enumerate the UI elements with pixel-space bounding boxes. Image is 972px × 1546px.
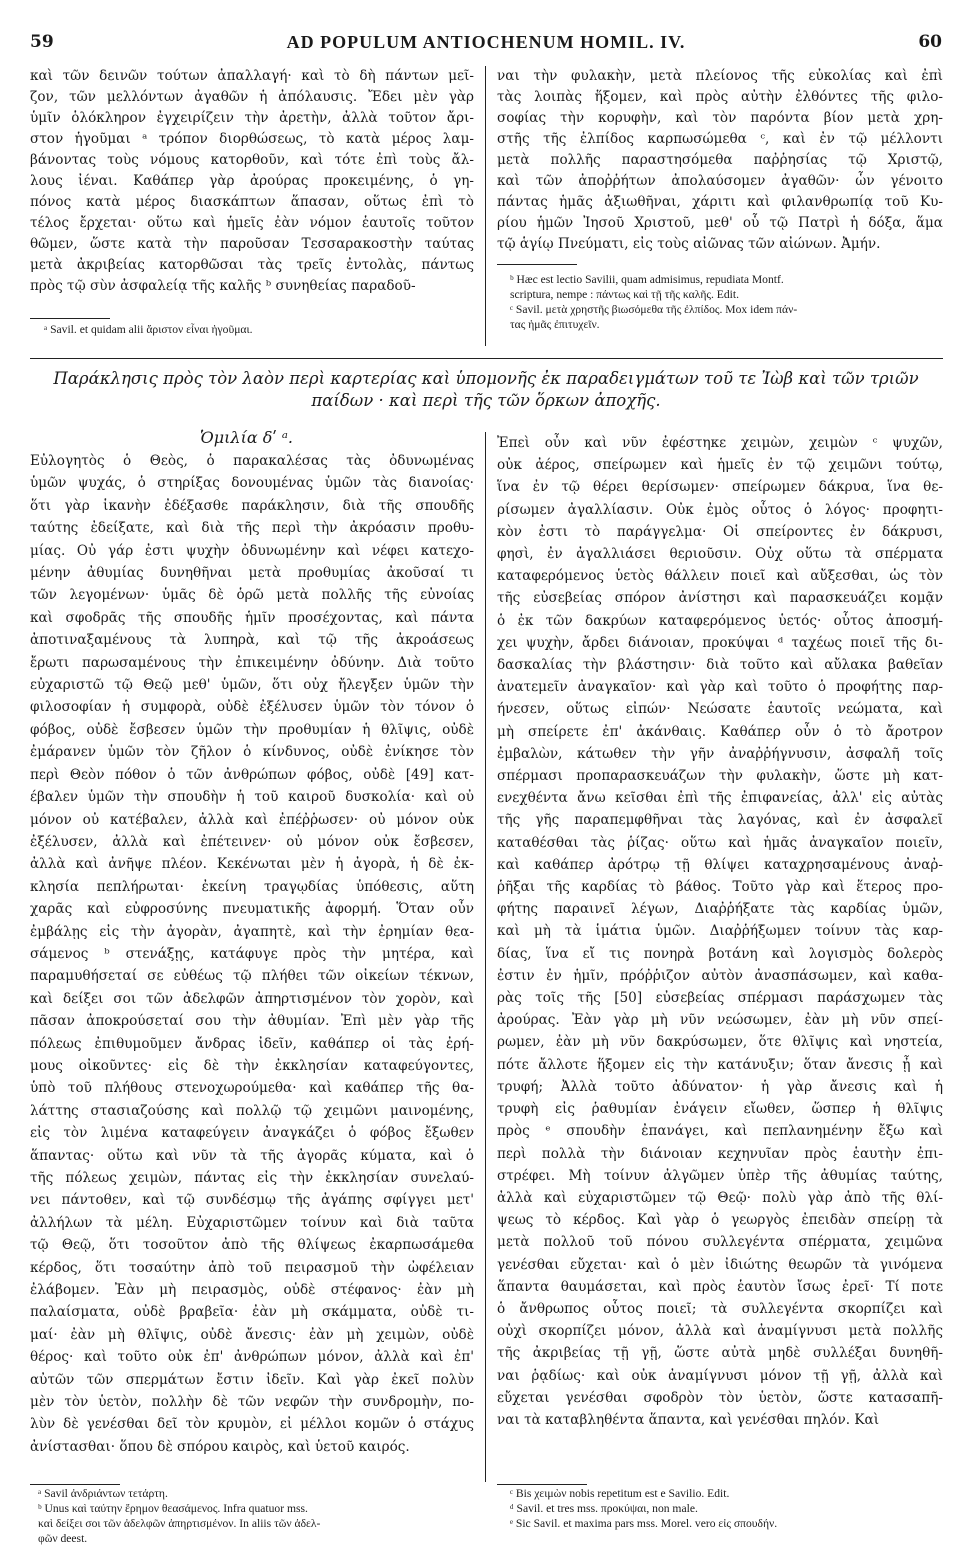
text-line: ῥῆξαι τῆς καρδίας τὸ βάθος. Τοῦτο γὰρ καὶ ἕτερος προ- — [497, 879, 943, 896]
footnote-line: ᵇ Unus καὶ ταύτην ἔρημον θεασάμενος. Infra quatuor mss. — [38, 1502, 308, 1515]
bottom-left-footnotes — [38, 1486, 478, 1546]
text-line: σοφίας τὴν κορυφὴν, καὶ τὸν παρόντα βίον μετὰ χρη- — [497, 110, 943, 126]
text-line: καὶ δείξει σοι τῶν ἀδελφῶν ἀπηρτισμένον τὸν χορὸν, καὶ — [30, 990, 474, 1007]
text-line: φησὶ, ἐν ἀγαλλιάσει θεριοῦσιν. Οὐχ οὕτω τὰ σπέρματα — [497, 546, 943, 563]
text-line: καὶ σφοδρᾶς τῆς σπουδῆς ἡμῖν προσέχοντας, καὶ πάντα — [30, 609, 474, 626]
text-line: μετὰ πολλοῦ τοῦ πόνου συλλεγέντα σπέρματα, χειμῶνα — [497, 1234, 943, 1251]
text-line: καταφερόμενος ὑετὸς θάλλειν ποιεῖ καὶ αὔξεσθαι, ὡς τὸν — [497, 568, 943, 585]
text-line: ὑμῖν ὁλόκληρον ἐγχειρίζειν τὴν ἀρετὴν, ἀλλὰ τοῦτον ἄρι- — [30, 110, 474, 126]
text-line: περὶ Θεὸν πόθον ὁ τῶν ἀνθρώπων φόβος, οὐδὲ [49] κατ- — [30, 766, 474, 783]
text-line: ἐλάβομεν. Ἐὰν μὴ πειρασμὸς, οὐδὲ στέφανος· ἐὰν μὴ — [30, 1282, 474, 1299]
text-line: εὐχαριστῶ τῷ Θεῷ μεθ' ὑμῶν, ὅτι οὐχ ἤλεγξεν ὑμῶν τὴν — [30, 677, 474, 694]
top-right-footnotes — [510, 272, 948, 332]
text-line: ἐμάρανεν ὑμῶν τὸν ζῆλον ὁ κίνδυνος, οὐδὲ ἐνίκησε τὸν — [30, 744, 474, 761]
text-line: καταθέσθαι τὰς ῥίζας· οὕτω καὶ ἡμᾶς ἀναγκαῖον ποιεῖν, — [497, 834, 943, 851]
text-line: οὐκ ἀέρος, σπείρωμεν καὶ ἡμεῖς ἐν τῷ χειμῶνι τούτῳ, — [497, 457, 943, 474]
text-line: πρὸς ᵉ σπουδὴν ἐπανάγει, καὶ πεπλανημένην ἔξω καὶ — [497, 1123, 943, 1140]
text-line: τῆς πόλεως χειμὼν, πάντας εἰς τὴν ἐκκλησίαν συνελαύ- — [30, 1170, 474, 1186]
text-line: εἰς τὸν λιμένα καταφεύγειν ἀναγκάζει ὁ φόβος ἔξωθεν — [30, 1125, 474, 1142]
bottom-left-column — [30, 450, 474, 1480]
footnote-line: scriptura, nempe : πάντως καὶ τῇ τῆς καλῆς. Edit. — [510, 288, 739, 301]
text-line: δίας, ἵνα εἴ τις πονηρὰ βοτάνη καὶ λογισμὸς δολερὸς — [497, 945, 943, 962]
text-line: βάνοντας τοὺς νόμους κατορθοῦν, καὶ τότε ἐπὶ τοὺς ἄλ- — [30, 152, 474, 168]
text-line: μους οἰκοῦντες· εἰς δὲ τὴν ἐκκλησίαν καταφεύγοντες, — [30, 1057, 474, 1074]
text-line: ὑπὸ τοῦ πλήθους στενοχωρούμεθα· καὶ καθάπερ τῆς θα- — [30, 1080, 474, 1097]
text-line: κέρδος, ὅτι τοσαύτην ἀπὸ τοῦ πειρασμοῦ τὴν ὠφέλειαν — [30, 1259, 474, 1276]
text-line: μαί· ἐὰν μὴ θλῖψις, οὐδὲ ἄνεσις· ἐὰν μὴ χειμὼν, οὐδὲ — [30, 1326, 474, 1343]
text-line: ἀποτιναξαμένους τὰ λυπηρὰ, καὶ τῷ τῆς ἀκροάσεως — [30, 632, 474, 649]
text-line: λάττης στασιαζούσης καὶ πολλῷ τῷ χειμῶνι μαινομένης, — [30, 1102, 474, 1119]
page-header — [30, 32, 942, 60]
text-line: στρέφει. Μὴ τοίνυν ἀλγῶμεν ὑπὲρ τῆς ἀθυμίας ταύτης, — [497, 1167, 943, 1184]
text-line: μὴ σπείρετε ἐπ' ἀκάνθαις. Καθάπερ οὖν ὁ τὸ ἄροτρον — [497, 723, 943, 740]
text-line: δασκαλίας τὴν βλάστησιν· διὰ τοῦτο καὶ αὔλακα βαθεῖαν — [497, 657, 943, 674]
text-line: καὶ μὴ τὰ ἱμάτια ὑμῶν. Διαῤῥήξωμεν τοίνυν τὰς καρ- — [497, 923, 943, 940]
text-line: ναι τὴν φυλακὴν, μετὰ πλείονος τῆς εὐκολίας καὶ ἐπὶ — [497, 68, 943, 84]
text-line: χαρᾶς καὶ εὐφροσύνης πνευματικῆς ἀφορμή. Ὅταν οὖν — [30, 901, 474, 918]
text-line: κλησία πεπλήρωται· ἐκείνη τραγῳδίας ὑπόθεσις, αὕτη — [30, 878, 474, 895]
bottom-left-footnote-rule — [30, 1484, 120, 1485]
text-line: λὺν δὲ γενέσθαι δεῖ τὸν κρυμὸν, εἰ μέλλοι κομῶν ὁ στάχυς — [30, 1416, 474, 1433]
text-line: τῷ ἁγίῳ Πνεύματι, εἰς τοὺς αἰῶνας τῶν αἰώνων. Ἀμήν. — [497, 236, 881, 252]
text-line: πρὸς τῷ σὺν ἀσφαλείᾳ τῆς καλῆς ᵇ συνηθείας παραδοῦ- — [30, 278, 416, 294]
text-line: πᾶσαν ἀποκρούσεταί σου τὴν ἀθυμίαν. Ἐπὶ μὲν γὰρ τῆς — [30, 1013, 474, 1030]
text-line: ἐξέλυσεν, ἀλλὰ καὶ ἐπέτεινεν· οὐ μόνον οὐκ ἔσβεσεν, — [30, 833, 474, 850]
text-line: ἀρούρας. Ἐὰν γὰρ μὴ νῦν νεώσωμεν, ἐὰν μὴ νῦν σπεί- — [497, 1012, 943, 1029]
footnote-line: τας ἡμᾶς ἐπιτυχεῖν. — [510, 318, 600, 331]
text-line: ναι ῥᾳδίως· καὶ οὐκ ἀναμίγνυσι μόνον τῇ γῇ, ἀλλὰ καὶ — [497, 1367, 943, 1384]
text-line: λους ἰέναι. Καθάπερ γὰρ ἀρούρας προκειμένης, ὁ γη- — [30, 173, 474, 189]
text-line: παραμυθήσεταί σε εὐθέως τῷ πλήθει τῶν οἰκείων τέκνων, — [30, 968, 474, 985]
footnote-line: ᶜ Savil. μετὰ χρηστῆς βιωσόμεθα τῆς ἐλπίδος. Mox idem πάν- — [510, 303, 798, 316]
text-line: ἐστιν ἐν ἡμῖν, πρόῤῥιζον αὐτὸν ἀνασπάσωμεν, καὶ καθα- — [497, 967, 943, 984]
text-line: Εὐλογητὸς ὁ Θεὸς, ὁ παρακαλέσας τὰς ὀδυνωμένας — [30, 453, 474, 469]
running-title: AD POPULUM ANTIOCHENUM HOMIL. IV. — [286, 32, 686, 52]
top-left-footnote: ᵃ Savil. et quidam alii ἄριστον εἶναι ἡγοῦμαι. — [44, 323, 253, 336]
text-line: τρυφὴ εἰς ῥαθυμίαν ἐνάγειν εἴωθεν, ὥσπερ ἡ θλῖψις — [497, 1101, 943, 1118]
text-line: τέλος ἔρχεται· οὕτω καὶ ἡμεῖς ἐὰν νόμον ἑαυτοῖς τοῦτον — [30, 215, 474, 231]
text-line: τῷ Θεῷ, ὅτι τοσοῦτον ἀπὸ τῆς θλίψεως ἐκαρπωσάμεθα — [30, 1237, 474, 1254]
text-line: μετὰ ἀκριβείας κατορθῶσαι τὰς τρεῖς ἐντολὰς, πάντως — [30, 257, 474, 273]
text-line: μίας. Οὐ γάρ ἐστι ψυχὴν ὀδυνωμένην καὶ νέφει κατεχο- — [30, 542, 474, 559]
text-line: ἔρωτι παρωσαμένους τὴν ἐπικειμένην ὀδύνην. Διὰ τοῦτο — [30, 654, 474, 671]
text-line: ζον, τῶν μελλόντων ἀγαθῶν ἡ ἀπόλαυσις. Ἔδει μὲν γὰρ — [30, 89, 474, 105]
title-line-2: παίδων · καὶ περὶ τῆς τῶν ὅρκων ἀποχῆς. — [311, 391, 661, 410]
top-column-divider — [485, 66, 486, 346]
bottom-column-divider — [485, 432, 486, 1482]
text-line: παλαίσματα, οὐδὲ βραβεῖα· ἐὰν μὴ σκάμματα, οὐδὲ τι- — [30, 1304, 474, 1321]
text-line: μὲν τὸν ὑετὸν, πολλὴν δὲ τῶν νεφῶν τὴν συνδρομὴν, πο- — [30, 1394, 474, 1411]
top-left-footnote-rule — [30, 318, 110, 319]
text-line: μετὰ πολλῆς παραστησόμεθα παῤῥησίας τῷ Χριστῷ, — [497, 152, 943, 168]
text-line: ὁ ἄνθρωπος οὗτος ποιεῖ; τὰ συλλεγέντα σκορπίζει καὶ — [497, 1300, 943, 1317]
bottom-right-footnote-rule — [497, 1484, 587, 1485]
text-line: έβαλεν ὑμῶν τὴν σπουδὴν ἡ τοῦ καιροῦ δυσκολία· καὶ οὐ — [30, 789, 474, 806]
top-right-footnote-rule — [497, 264, 577, 265]
text-line: θέρος· καὶ τοῦτο οὐκ ἐπ' ἀνθρώπων μόνον, ἀλλὰ καὶ ἐπ' — [30, 1349, 474, 1366]
text-line: τῶν λεγομένων· ὑμᾶς δὲ ὁρῶ μετὰ πολλῆς τῆς εὐνοίας — [30, 587, 474, 604]
text-line: πόλεως ἐπιθυμοῦμεν ἄνδρας ἰδεῖν, καθάπερ οἱ τὰς ἐρή- — [30, 1035, 474, 1052]
text-line: περὶ πολλὰ τὴν διάνοιαν κεχηνυῖαν πρὸς ἑαυτὴν ἐπι- — [497, 1145, 943, 1162]
text-line: φόβος, οὐδὲ ἔσβεσεν ὑμῶν τὴν προθυμίαν ἡ θλῖψις, οὐδὲ — [30, 721, 474, 738]
text-line: εὔχεται γενέσθαι σφοδρὸν τὸν ὑετὸν, ὥστε κατασαπῆ- — [497, 1389, 943, 1406]
text-line: κὸν ἐστι τὸ παράγγελμα· Οἱ σπείροντες ἐν δάκρυσι, — [497, 523, 943, 540]
footnote-line: φῶν deest. — [38, 1532, 88, 1545]
footnote-line: ᵉ Sic Savil. et maxima pars mss. Morel. vero εἰς σπουδήν. — [510, 1517, 778, 1530]
text-line: ναι τὰ καταβληθέντα ἅπαντα, καὶ γενέσθαι πηλόν. Καὶ — [497, 1411, 880, 1428]
page-number-right: 60 — [918, 32, 942, 52]
text-line: ἀλλὰ καὶ εὐχαριστῶμεν τῷ Θεῷ· πολὺ γὰρ ἀπὸ τῆς θλί- — [497, 1189, 943, 1206]
text-line: ενεχθέντα ἄνω κεῖσθαι ἐπὶ τῆς ἐπιφανείας, ἀλλ' εἰς αὐτὰς — [497, 790, 943, 807]
text-line: πάντας ἡμᾶς ἀξιωθῆναι, χάριτι καὶ φιλανθρωπίᾳ τοῦ Κυ- — [497, 194, 943, 210]
footnote-line: ᶜ Bis χειμὼν nobis repetitum est e Savilio. Edit. — [510, 1487, 730, 1500]
title-line-1: Παράκλησις πρὸς τὸν λαὸν περὶ καρτερίας καὶ ὑπομονῆς ἐκ παραδειγμάτων τοῦ τε Ἰὼβ καὶ τῶν τριῶν — [53, 369, 919, 388]
text-line: ὁ ἐκ τῶν δακρύων καταφερόμενος ὑετός· οὗτος ἀποσμή- — [497, 612, 943, 629]
text-line: ἅπαντα θαυμάσεται, καὶ πρὸς ἑαυτὸν ἴσως ἐρεῖ· Τί ποτε — [497, 1278, 943, 1295]
text-line: στον ἡγοῦμαι ᵃ τρόπον διορθώσεως, τὸ κατὰ μέρος λαμ- — [30, 131, 474, 147]
text-line: ἵνα ἐν τῷ θέρει θερίσωμεν· σπείρωμεν δάκρυα, ἵνα θε- — [497, 479, 943, 496]
text-line: ρωμεν, ἐὰν μὴ νῦν δακρύσωμεν, ὅτε θλῖψις καὶ νηστεία, — [497, 1034, 943, 1051]
text-line: καὶ τῶν ἀποῤῥήτων ἀπολαύσομεν ἀγαθῶν· ὧν γένοιτο — [497, 173, 943, 189]
bottom-right-footnotes — [510, 1486, 950, 1531]
text-line: ἐμβαλὼν, κάτωθεν τὴν γῆν ἀναῤῥήγνυσιν, ἀσφαλῆ τοῖς — [497, 745, 943, 762]
text-line: μόνον οὐ κατέβαλεν, ἀλλὰ καὶ ἐπέῤῥωσεν· οὐ μόνον οὐκ — [30, 811, 474, 828]
text-line: θῶμεν, ὥστε κατὰ τὴν παροῦσαν Τεσσαρακοστὴν ταύτας — [30, 236, 474, 252]
text-line: αὐτῶν τῶν σπερμάτων ἔστιν ἰδεῖν. Καὶ γὰρ ἐκεῖ πολὺν — [30, 1371, 474, 1388]
text-line: καὶ τῶν δεινῶν τούτων ἀπαλλαγή· καὶ τὸ δὴ πάντων μεῖ- — [30, 68, 474, 84]
footnote-line: ᵃ Savil ἀνδριάντων τετάρτη. — [38, 1487, 168, 1500]
text-line: ἅπαντας· οὕτω καὶ νῦν τὰ τῆς ἀγορᾶς κύματα, καὶ ὁ — [30, 1147, 474, 1164]
text-line: ἀνατεμεῖν ἀναγκαῖον· καὶ γὰρ καὶ τοῦτο ὁ προφήτης παρ- — [497, 679, 943, 696]
text-line: ἀνίστασθαι· ὅπου δὲ σπόρου καιρὸς, καὶ ὑετοῦ καιρός. — [30, 1438, 410, 1455]
text-line: τρυφή; Ἀλλὰ τοῦτο ἀδύνατον· ἡ γὰρ ἄνεσις καὶ ἡ — [497, 1078, 943, 1095]
text-line: φιλοσοφίαν ἡ συμφορὰ, οὐδὲ ἐξέλυσεν ὑμῶν τὸν τόνον ὁ — [30, 699, 474, 716]
text-line: φήτης παραινεῖ λέγων, Διαῤῥήξατε τὰς καρδίας ὑμῶν, — [497, 901, 943, 918]
text-line: οὐχὶ σκορπίζει μόνον, ἀλλὰ καὶ ἀναμίγνυσι μετὰ πολλῆς — [497, 1323, 943, 1340]
text-line: ψεως τὸ κέρδος. Καὶ γὰρ ὁ γεωργὸς ἐπειδὰν σπείρῃ τὰ — [497, 1212, 943, 1229]
text-line: πότε ἄλλοτε ἥξομεν εἰς τὴν κατάνυξιν; ὅταν ἄνεσις ᾖ καὶ — [497, 1056, 943, 1073]
text-line: τῆς γῆς παραπεμφθῆναι τὰς λαγόνας, καὶ ἐν ἀσφαλεῖ — [497, 812, 943, 829]
page-number-left: 59 — [30, 32, 54, 52]
text-line: χει ψυχὴν, ἄρδει διάνοιαν, προκύψαι ᵈ ταχέως ποιεῖ τῆς δι- — [497, 634, 943, 651]
text-line: ταύτης ἐδείξατε, καὶ διὰ τῆς περὶ τὴν ἀκρόασιν προθυ- — [30, 520, 474, 537]
text-line: ρίου ἡμῶν Ἰησοῦ Χριστοῦ, μεθ' οὗ τῷ Πατρὶ ἡ δόξα, ἅμα — [497, 215, 943, 231]
homily-title — [30, 368, 942, 412]
footnote-line: ᵇ Hæc est lectio Savilii, quam admisimus, repudiata Montf. — [510, 273, 784, 286]
text-line: μένην ἀθυμίας δυνηθῆναι μετὰ προθυμίας ἀκοῦσαί τι — [30, 565, 474, 582]
text-line: καὶ καθάπερ ἀρότρῳ τῇ θλίψει καταχρησαμένους ἀναῤ- — [497, 856, 943, 873]
text-line: τῆς ἀκριβείας τῇ γῇ, ὥστε αὐτὰ μηδὲ συλλέξαι δυνηθῆ- — [497, 1345, 943, 1362]
footnote-line: ᵈ Savil. et tres mss. προκύψαι, non male. — [510, 1502, 698, 1515]
text-line: ὑμῶν ψυχάς, ὁ στηρίξας δονουμένας ὑμῶν τὰς διανοίας· — [30, 475, 474, 492]
text-line: ήνεσεν, οὕτως εἰπών· Νεώσατε ἑαυτοῖς νεώματα, καὶ — [497, 701, 943, 718]
text-line: ρὰς τοῖς τῆς [50] εὐσεβείας σπέρμασι παράσχωμεν τὰς — [497, 990, 943, 1007]
text-line: ἐμβάλῃς εἰς τὴν ἀγορὰν, ἀγαπητὲ, καὶ τὴν ἐρημίαν θεα- — [30, 923, 474, 940]
section-divider — [30, 358, 943, 359]
text-line: ἀλλήλων τὰ μέλη. Εὐχαριστῶμεν τοίνυν καὶ διὰ ταῦτα — [30, 1214, 474, 1231]
text-line: νει πάντοθεν, καὶ τῷ συνδέσμῳ τῆς ἀγάπης σφίγγει μετ' — [30, 1192, 474, 1209]
text-line: στῆς τῆς ἐλπίδος καρπωσώμεθα ᶜ, καὶ ἐν τῷ μέλλοντι — [497, 131, 943, 147]
text-line: πόνος κατὰ μέρος διασκάπτων ἅπασαν, οὕτως ἐπὶ τὸ — [30, 194, 474, 210]
text-line: ρίσωμεν ἀγαλλίασιν. Οὐκ ἐμὸς οὗτος ὁ λόγος· προφητι- — [497, 501, 943, 518]
text-line: τῆς εὐσεβείας σπόρον ἀνίστησι καὶ παρασκευάζει κομᾷν — [497, 590, 943, 607]
text-line: ἀλλὰ καὶ ἀνῆψε πλέον. Κεκένωται μὲν ἡ ἀγορὰ, ἡ δὲ ἐκ- — [30, 856, 474, 873]
bottom-right-column — [497, 432, 943, 1482]
footnote-line: καὶ δείξει σοι τῶν ἀδελφῶν ἀπηρτισμένον. In aliis τῶν ἀδελ- — [38, 1517, 321, 1530]
text-line: σάμενος ᵇ στενάξῃς, κατάφυγε πρὸς τὴν μητέρα, καὶ — [30, 945, 474, 962]
text-line: γενέσθαι εὔχεται· καὶ ὁ μὲν ἰδιώτης θεωρῶν τὰ γινόμενα — [497, 1256, 943, 1273]
text-line: σπέρμασι προπαρασκευάζων τὴν φυλακὴν, ὥστε μὴ κατ- — [497, 768, 943, 785]
top-left-column — [30, 66, 474, 298]
text-line: Ἐπεὶ οὖν καὶ νῦν ἐφέστηκε χειμὼν, χειμὼν ᶜ ψυχῶν, — [497, 435, 943, 451]
homily-label: Ὁμιλία δʹ ᵃ. — [200, 428, 293, 447]
text-line: ὅτι γὰρ ἱκανὴν ἐδέξασθε παράκλησιν, διὰ τῆς σπουδῆς — [30, 497, 474, 514]
top-right-column — [497, 66, 943, 256]
text-line: τὰς λοιπὰς ἥξομεν, καὶ πρὸς αὐτὴν ἐλθόντες τῆς φιλο- — [497, 89, 943, 105]
